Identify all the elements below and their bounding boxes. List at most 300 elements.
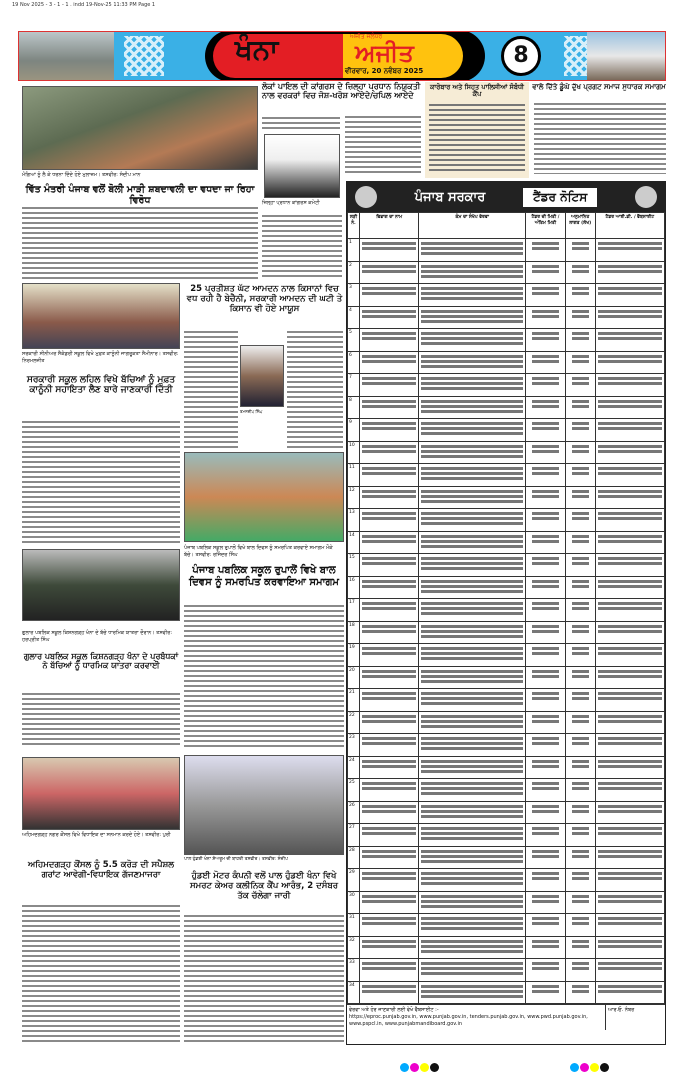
table-row: [348, 599, 665, 622]
table-row: [348, 486, 665, 509]
headline: ਹੁੰਡਈ ਮੋਟਰ ਕੰਪਨੀ ਵਲੋਂ ਪਾਲ ਹੁੰਡਈ ਖੰਨਾ ਵਿਖੇ ਸਮਰਟ ਕੇਅਰ ਕਲੀਨਿਕ ਕੈਂਪ ਆਰੰਭ, 2 ਦਸੰਬਰ ਤੱਕ ਚੱਲੇਗਾ ਜਾਰੀ: [189, 871, 339, 901]
table-cell: [595, 419, 664, 442]
table-cell: [565, 711, 595, 734]
table-cell: [359, 396, 418, 419]
table-cell: [565, 689, 595, 712]
table-cell: [526, 846, 566, 869]
table-cell: [565, 554, 595, 577]
masthead-photo-temple: [587, 32, 666, 80]
table-row: [348, 374, 665, 397]
table-cell: [526, 351, 566, 374]
table-cell: [565, 801, 595, 824]
table-cell: [419, 396, 526, 419]
table-row: [348, 756, 665, 779]
table-cell: [359, 734, 418, 757]
row-number: 22: [348, 711, 360, 734]
table-cell: [526, 666, 566, 689]
table-cell: [595, 846, 664, 869]
table-cell: [565, 846, 595, 869]
table-cell: [359, 441, 418, 464]
table-cell: [565, 464, 595, 487]
table-cell: [526, 756, 566, 779]
table-cell: [419, 981, 526, 1004]
table-cell: [595, 239, 664, 262]
tender-header: [347, 182, 665, 212]
table-row: [348, 846, 665, 869]
table-row: [348, 959, 665, 982]
table-cell: [595, 599, 664, 622]
article-body: [287, 330, 343, 449]
row-number: 24: [348, 756, 360, 779]
table-row: [348, 779, 665, 802]
table-cell: [359, 689, 418, 712]
table-row: [348, 396, 665, 419]
table-cell: [359, 914, 418, 937]
table-cell: [565, 824, 595, 847]
row-number: 5: [348, 329, 360, 352]
table-cell: [595, 554, 664, 577]
table-cell: [595, 959, 664, 982]
table-cell: [359, 779, 418, 802]
table-cell: [526, 801, 566, 824]
table-cell: [565, 666, 595, 689]
table-cell: [526, 779, 566, 802]
table-cell: [595, 914, 664, 937]
row-number: 25: [348, 779, 360, 802]
table-cell: [526, 329, 566, 352]
paper-name: ਅਜੀਤ: [355, 39, 414, 67]
table-cell: [565, 936, 595, 959]
table-cell: [359, 666, 418, 689]
column-header: ਟੈਂਡਰ ਦੀ ਮਿਤੀ / ਅੰਤਿਮ ਮਿਤੀ: [526, 213, 566, 239]
photo-caption: ਪਾਲ ਹੁੰਡਈ ਖੰਨਾ ਸ਼ੋਅਰੂਮ ਦੀ ਬਾਹਰੀ ਤਸਵੀਰ। ਤਸਵੀਰ: ਸੰਦੀਪ: [184, 857, 288, 862]
table-cell: [419, 486, 526, 509]
photo-caption: ਸਰਕਾਰੀ ਸੀਨੀਅਰ ਸੈਕੰਡਰੀ ਸਕੂਲ ਵਿਖੇ ਮੁਫ਼ਤ ਕਾਨੂੰਨੀ ਜਾਗਰੂਕਤਾ ਸੈਮੀਨਾਰ। ਤਸਵੀਰ: ਨਿਰਮਲਜੀਤ: [22, 351, 179, 364]
article-body: [262, 116, 340, 132]
headline: ਅਹਿਮਦਗੜ੍ਹ ਕੌਂਸਲ ਨੂੰ 5.5 ਕਰੋੜ ਦੀ ਸਪੈਸ਼ਲ ਗਰਾਂਟ ਆਵੇਗੀ-ਵਿਧਾਇਕ ਗੱਜਣਮਾਜਰਾ: [27, 860, 175, 880]
table-cell: [595, 689, 664, 712]
table-cell: [359, 599, 418, 622]
table-row: [348, 734, 665, 757]
row-number: 33: [348, 959, 360, 982]
table-cell: [526, 396, 566, 419]
article-body: [184, 914, 344, 1042]
row-number: 3: [348, 284, 360, 307]
table-cell: [526, 374, 566, 397]
article-body: [22, 904, 180, 1042]
row-number: 19: [348, 644, 360, 667]
headline: ਲੋਕਾਂ ਪਾਇਲ ਦੀ ਕਾਂਗਰਸ ਦੇ ਜ਼ਿਲ੍ਹਾ ਪ੍ਰਧਾਨ ਨਿਯੁਕਤੀ ਨਾਲ ਵਰਕਰਾਂ ਵਿਚ ਜੋਸ਼-ਖਰੋਸ਼ ਆਏਦੇ/ਚਪਿਲ ਆਏਦੇ: [262, 82, 421, 101]
row-number: 8: [348, 396, 360, 419]
table-cell: [419, 261, 526, 284]
row-number: 18: [348, 621, 360, 644]
table-row: [348, 329, 665, 352]
table-cell: [565, 239, 595, 262]
table-cell: [419, 689, 526, 712]
table-cell: [595, 396, 664, 419]
table-cell: [359, 869, 418, 892]
table-cell: [419, 576, 526, 599]
photo-caption: ਗੁਲਾਰ ਪਬਲਿਕ ਸਕੂਲ ਕਿਸ਼ਨਗੜ੍ਹ ਖੰਨਾ ਦੇ ਬੱਚੇ ਧਾਰਮਿਕ ਯਾਤਰਾ ਦੌਰਾਨ। ਤਸਵੀਰ: ਹਰਪ੍ਰੀਤ ਸਿੰਘ: [22, 630, 173, 643]
table-cell: [565, 486, 595, 509]
row-number: 29: [348, 869, 360, 892]
tender-table: [347, 212, 665, 1004]
table-cell: [565, 621, 595, 644]
column-header: ਅਨੁਮਾਨਿਤ ਲਾਗਤ (ਲੱਖ): [565, 213, 595, 239]
table-row: [348, 576, 665, 599]
article-body: [22, 206, 258, 280]
table-cell: [359, 936, 418, 959]
table-cell: [359, 576, 418, 599]
table-row: [348, 824, 665, 847]
table-cell: [595, 711, 664, 734]
table-cell: [419, 666, 526, 689]
table-cell: [359, 554, 418, 577]
photo-caption: ਰਮਨਦੀਪ ਸਿੰਘ: [240, 409, 263, 414]
table-cell: [419, 734, 526, 757]
row-number: 11: [348, 464, 360, 487]
row-number: 26: [348, 801, 360, 824]
table-cell: [565, 419, 595, 442]
table-cell: [359, 239, 418, 262]
headline: ਵਿੱਤ ਮੰਤਰੀ ਪੰਜਾਬ ਵਲੋਂ ਬੋਲੀ ਮਾੜੀ ਸ਼ਬਦਾਵਲੀ ਦਾ ਵਧਦਾ ਜਾ ਰਿਹਾ ਵਿਰੋਧ: [25, 184, 255, 206]
article-body: [534, 102, 666, 174]
table-cell: [526, 261, 566, 284]
table-cell: [359, 509, 418, 532]
article-body: [184, 604, 344, 750]
row-number: 14: [348, 531, 360, 554]
table-cell: [359, 261, 418, 284]
council-photo: [22, 757, 180, 830]
table-cell: [419, 869, 526, 892]
table-cell: [359, 756, 418, 779]
table-row: [348, 509, 665, 532]
table-cell: [595, 531, 664, 554]
table-cell: [595, 441, 664, 464]
table-cell: [359, 419, 418, 442]
table-cell: [526, 239, 566, 262]
table-cell: [359, 486, 418, 509]
table-cell: [595, 666, 664, 689]
table-cell: [419, 914, 526, 937]
table-cell: [359, 284, 418, 307]
table-row: [348, 239, 665, 262]
table-cell: [526, 824, 566, 847]
table-cell: [595, 644, 664, 667]
table-row: [348, 801, 665, 824]
article-body: [22, 420, 180, 546]
column-header: ਲੜੀ ਨੰ.: [348, 213, 360, 239]
table-cell: [565, 374, 595, 397]
table-row: [348, 306, 665, 329]
headline: ਵਾਲੇ ਦਿੱਤੇ ਡੂੰਘੇ ਦੁੱਖ ਪ੍ਰਗਟ ਸਮਾਜ ਸੁਧਾਰਕ ਸਮਾਗਮ: [532, 83, 666, 91]
table-cell: [359, 959, 418, 982]
table-cell: [419, 756, 526, 779]
table-cell: [565, 329, 595, 352]
table-cell: [359, 891, 418, 914]
table-cell: [359, 644, 418, 667]
table-cell: [419, 329, 526, 352]
table-cell: [565, 396, 595, 419]
table-row: [348, 441, 665, 464]
row-number: 20: [348, 666, 360, 689]
row-number: 34: [348, 981, 360, 1004]
table-cell: [419, 644, 526, 667]
footer-id: ਆਰ.ਓ. ਨੰਬਰ: [605, 1005, 665, 1030]
table-cell: [595, 374, 664, 397]
hyundai-showroom-photo: [184, 755, 344, 855]
photo-caption: ਪੰਜਾਬ ਪਬਲਿਕ ਸਕੂਲ ਰੁਪਾਲੋਂ ਵਿਖੇ ਬਾਲ ਦਿਵਸ ਨੂੰ ਸਮਰਪਿਤ ਕਰਵਾਏ ਸਮਾਗਮ ਮੌਕੇ ਬੱਚੇ। ਤਸਵੀਰ: ਰਜਿੰਦਰ ਸਿੰਘ: [184, 545, 333, 558]
headline: ਸਰਕਾਰੀ ਸਕੂਲ ਲਹਿਲ ਵਿਖੇ ਬੱਚਿਆਂ ਨੂੰ ਮੁਫ਼ਤ ਕਾਨੂੰਨੀ ਸਹਾਇਤਾ ਲੈਣ ਬਾਰੇ ਜਾਣਕਾਰੀ ਦਿੱਤੀ: [26, 375, 176, 396]
table-row: [348, 869, 665, 892]
edition-label: ਅਜੀਤ ਜਲੰਧਰ: [350, 33, 383, 40]
table-row: [348, 531, 665, 554]
table-cell: [595, 824, 664, 847]
table-row: [348, 914, 665, 937]
headline: 25 ਪ੍ਰਤੀਸ਼ਤ ਘੱਟ ਆਮਦਨ ਨਾਲ ਕਿਸਾਨਾਂ ਵਿਚ ਵਧ ਰਹੀ ਹੈ ਬੇਚੈਨੀ, ਸਰਕਾਰੀ ਆਮਦਨ ਦੀ ਘਟੀ ਤੇ ਕਿਸਾਨ ਵੀ ਹੋਏ ਮਾਯੂਸ: [186, 284, 343, 314]
row-number: 31: [348, 914, 360, 937]
school-trip-photo: [22, 549, 180, 621]
table-cell: [359, 351, 418, 374]
table-cell: [359, 801, 418, 824]
notice-title: ਟੈਂਡਰ ਨੋਟਿਸ: [523, 188, 597, 207]
tender-notice: [346, 181, 666, 1045]
table-cell: [359, 329, 418, 352]
table-cell: [526, 644, 566, 667]
table-cell: [565, 261, 595, 284]
table-cell: [595, 621, 664, 644]
table-cell: [565, 756, 595, 779]
table-cell: [565, 734, 595, 757]
table-cell: [526, 711, 566, 734]
row-number: 15: [348, 554, 360, 577]
table-cell: [359, 824, 418, 847]
table-row: [348, 644, 665, 667]
print-slug: 19 Nov 2025 - 3 - 1 - 1 . indd 19-Nov-25 11:33 PM Page 1: [12, 2, 156, 8]
table-cell: [565, 959, 595, 982]
table-row: [348, 554, 665, 577]
table-cell: [526, 486, 566, 509]
table-cell: [595, 329, 664, 352]
table-cell: [526, 936, 566, 959]
table-cell: [526, 689, 566, 712]
table-row: [348, 936, 665, 959]
row-number: 23: [348, 734, 360, 757]
table-cell: [419, 509, 526, 532]
page-number: 8: [501, 36, 541, 76]
table-cell: [565, 779, 595, 802]
table-cell: [419, 621, 526, 644]
row-number: 17: [348, 599, 360, 622]
color-registration-marks: [570, 1057, 610, 1076]
column-header: ਵਿਭਾਗ ਦਾ ਨਾਮ: [359, 213, 418, 239]
table-cell: [595, 464, 664, 487]
table-cell: [419, 419, 526, 442]
article-body: [429, 103, 525, 173]
table-cell: [359, 374, 418, 397]
table-cell: [419, 891, 526, 914]
row-number: 28: [348, 846, 360, 869]
row-number: 10: [348, 441, 360, 464]
masthead-photo-left: [19, 32, 114, 80]
table-cell: [595, 351, 664, 374]
portraits-photo: [264, 134, 340, 198]
table-cell: [526, 509, 566, 532]
row-number: 2: [348, 261, 360, 284]
table-cell: [526, 531, 566, 554]
table-cell: [526, 419, 566, 442]
article-box: [425, 82, 529, 178]
table-cell: [595, 576, 664, 599]
table-cell: [595, 801, 664, 824]
table-cell: [595, 486, 664, 509]
table-cell: [419, 441, 526, 464]
table-cell: [595, 891, 664, 914]
row-number: 27: [348, 824, 360, 847]
table-cell: [565, 644, 595, 667]
table-cell: [419, 959, 526, 982]
table-cell: [565, 441, 595, 464]
table-cell: [565, 891, 595, 914]
school-seminar-photo: [22, 283, 180, 349]
photo-caption: ਅਹਿਮਦਗੜ੍ਹ ਨਗਰ ਕੌਂਸਲ ਵਿਖੇ ਵਿਧਾਇਕ ਦਾ ਸਨਮਾਨ ਕਰਦੇ ਹੋਏ। ਤਸਵੀਰ: ਪੁਰੀ: [22, 832, 171, 838]
table-cell: [526, 734, 566, 757]
table-cell: [565, 531, 595, 554]
table-cell: [419, 846, 526, 869]
table-row: [348, 419, 665, 442]
table-cell: [359, 981, 418, 1004]
table-cell: [526, 981, 566, 1004]
row-number: 16: [348, 576, 360, 599]
table-cell: [565, 576, 595, 599]
table-cell: [419, 531, 526, 554]
table-cell: [526, 576, 566, 599]
table-cell: [526, 554, 566, 577]
table-cell: [565, 599, 595, 622]
table-cell: [595, 869, 664, 892]
article-body: [262, 214, 342, 280]
table-cell: [419, 464, 526, 487]
table-cell: [359, 464, 418, 487]
town-name: ਖੰਨਾ: [235, 33, 279, 66]
table-cell: [419, 374, 526, 397]
table-cell: [565, 869, 595, 892]
row-number: 32: [348, 936, 360, 959]
table-cell: [419, 779, 526, 802]
row-number: 30: [348, 891, 360, 914]
table-cell: [595, 779, 664, 802]
footer-note: ਵੇਰਵਾ ਅਤੇ ਹੋਰ ਜਾਣਕਾਰੀ ਲਈ ਵੇਖੋ ਵੈੱਬਸਾਈਟ :-: [349, 1007, 439, 1013]
row-number: 1: [348, 239, 360, 262]
table-cell: [595, 306, 664, 329]
table-cell: [526, 284, 566, 307]
row-number: 6: [348, 351, 360, 374]
article-body: [22, 692, 180, 748]
issue-date: ਵੀਰਵਾਰ, 20 ਨਵੰਬਰ 2025: [345, 67, 424, 75]
table-cell: [419, 599, 526, 622]
masthead-logo: [205, 31, 485, 81]
govt-title: ਪੰਜਾਬ ਸਰਕਾਰ: [414, 189, 486, 205]
table-cell: [565, 306, 595, 329]
portrait-photo: [240, 345, 284, 407]
photo-caption: ਮੰਗਿਆਂ ਨੂੰ ਲੈ ਕੇ ਧਰਨਾ ਦਿੰਦੇ ਹੋਏ ਮੁਲਾਜ਼ਮ। ਤਸਵੀਰ: ਸੰਦੀਪ ਮਾਨ: [22, 172, 141, 178]
table-cell: [595, 261, 664, 284]
article-body: [345, 115, 421, 175]
children-day-photo: [184, 452, 344, 542]
row-number: 21: [348, 689, 360, 712]
table-cell: [419, 351, 526, 374]
table-cell: [526, 621, 566, 644]
table-cell: [526, 599, 566, 622]
table-cell: [359, 846, 418, 869]
table-row: [348, 351, 665, 374]
row-number: 12: [348, 486, 360, 509]
table-cell: [419, 554, 526, 577]
table-cell: [526, 891, 566, 914]
table-cell: [419, 936, 526, 959]
table-cell: [565, 981, 595, 1004]
row-number: 9: [348, 419, 360, 442]
table-cell: [565, 509, 595, 532]
color-registration-marks: [400, 1057, 440, 1076]
table-cell: [595, 936, 664, 959]
masthead: [18, 31, 666, 81]
photo-caption: ਜ਼ਿਲ੍ਹਾ ਪ੍ਰਧਾਨ ਕਾਂਗਰਸ ਕਮੇਟੀ: [262, 200, 320, 206]
footer-urls[interactable]: https://eproc.punjab.gov.in, www.punjab.gov.in, tenders.punjab.gov.in, www.pwd.punjab.gov.in, www.pspcl.in, www.punjabmandiboard.gov.in: [349, 1014, 588, 1027]
table-cell: [595, 756, 664, 779]
headline: ਗੁਲਾਰ ਪਬਲਿਕ ਸਕੂਲ ਕਿਸ਼ਨਗੜ੍ਹ ਖੰਨਾ ਦੇ ਪ੍ਰਬੰਧਕਾਂ ਨੇ ਬੱਚਿਆਂ ਨੂੰ ਧਾਰਮਿਕ ਯਾਤਰਾ ਕਰਵਾਈ: [23, 652, 179, 671]
column-header: ਟੈਂਡਰ ਆਈ.ਡੀ. / ਵੈੱਬਸਾਈਟ: [595, 213, 664, 239]
table-cell: [419, 824, 526, 847]
table-cell: [565, 351, 595, 374]
seal-icon: [635, 186, 657, 208]
table-cell: [565, 914, 595, 937]
table-cell: [359, 531, 418, 554]
table-row: [348, 666, 665, 689]
table-cell: [419, 306, 526, 329]
protest-photo: [22, 86, 258, 170]
row-number: 7: [348, 374, 360, 397]
table-cell: [595, 509, 664, 532]
table-row: [348, 689, 665, 712]
row-number: 4: [348, 306, 360, 329]
table-cell: [359, 306, 418, 329]
table-row: [348, 261, 665, 284]
table-cell: [359, 621, 418, 644]
table-cell: [595, 981, 664, 1004]
table-cell: [526, 869, 566, 892]
column-header: ਕੰਮ ਦਾ ਸੰਖੇਪ ਵੇਰਵਾ: [419, 213, 526, 239]
table-row: [348, 891, 665, 914]
table-row: [348, 711, 665, 734]
headline: ਪੰਜਾਬ ਪਬਲਿਕ ਸਕੂਲ ਰੁਪਾਲੋਂ ਵਿਖੇ ਬਾਲ ਦਿਵਸ ਨੂੰ ਸਮਰਪਿਤ ਕਰਵਾਇਆ ਸਮਾਗਮ: [188, 565, 340, 588]
row-number: 13: [348, 509, 360, 532]
table-row: [348, 464, 665, 487]
table-cell: [419, 284, 526, 307]
headline: ਕਾਰੋਬਾਰ ਅਤੇ ਸਿਹਤ ਪਾਲਿਸੀਆਂ ਸੰਬੰਧੀ ਕੈਂਪ: [430, 83, 524, 99]
table-row: [348, 621, 665, 644]
table-cell: [595, 734, 664, 757]
table-cell: [565, 284, 595, 307]
table-cell: [526, 441, 566, 464]
table-cell: [526, 914, 566, 937]
table-cell: [526, 959, 566, 982]
article-body: [184, 330, 238, 449]
table-cell: [359, 711, 418, 734]
table-cell: [419, 711, 526, 734]
table-cell: [526, 306, 566, 329]
table-row: [348, 284, 665, 307]
